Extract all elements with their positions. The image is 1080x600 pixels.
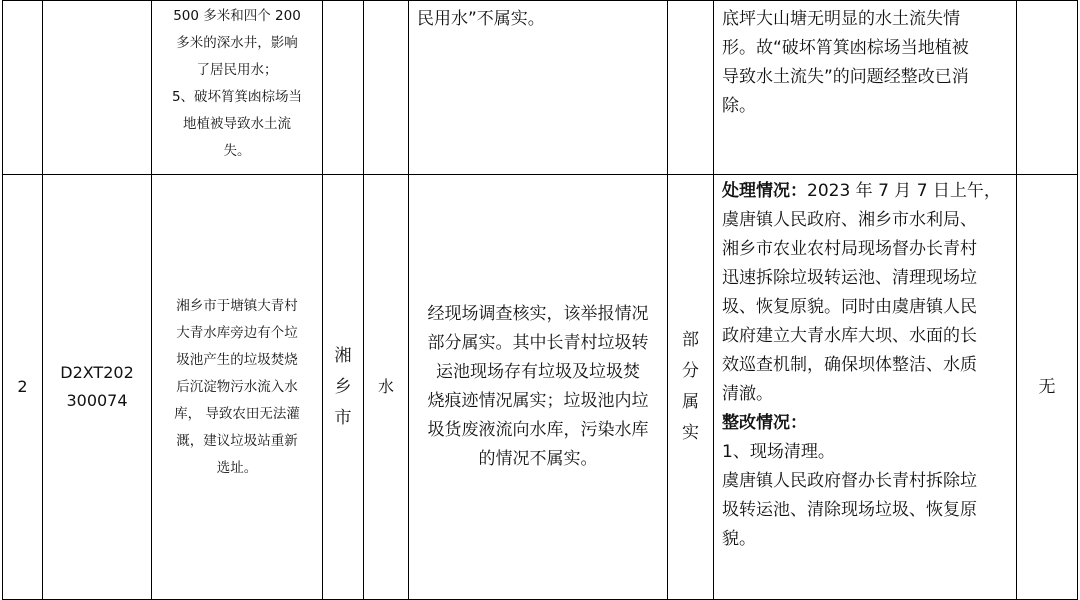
- complaint-line: 溉，建议垃圾站重新: [176, 432, 298, 449]
- complaint-line: 了居民用水；: [196, 62, 278, 78]
- code-line: 300074: [66, 391, 128, 410]
- handling-line: 迅速拆除垃圾转运池、清理现场垃: [722, 268, 977, 288]
- cell-type: [364, 175, 409, 600]
- cell-city: [323, 175, 364, 600]
- complaint-line: 500 多米和四个 200: [173, 8, 301, 24]
- handling-line: 底坪大山塘无明显的水土流失情: [722, 9, 960, 29]
- complaint-line: 库， 导致农田无法灌: [174, 405, 300, 422]
- rectification-line: 虞唐镇人民政府督办长青村拆除垃: [722, 471, 977, 491]
- handling-line: 虞唐镇人民政府、湘乡市水利局、: [722, 210, 977, 230]
- handling-line: 导致水土流失”的问题经整改已消: [722, 67, 969, 87]
- complaint-line: 选址。: [216, 459, 258, 476]
- rectification-line: 圾转运池、清除现场垃圾、恢复原: [722, 500, 977, 520]
- table-row: [3, 175, 1078, 600]
- verification-line: 部分属实。其中长青村垃圾转: [427, 333, 649, 353]
- complaint-line: 湘乡市于塘镇大青村: [176, 297, 298, 314]
- verification-line: 经现场调查核实，该举报情况: [427, 304, 649, 324]
- table-row-continued: [3, 1, 1078, 175]
- handling-line: 政府建立大青水库大坝、水面的长: [722, 326, 977, 346]
- cell-responsibility: [1017, 175, 1078, 600]
- verdict-char: 分: [682, 361, 699, 381]
- cell-verdict: [668, 1, 714, 175]
- cell-handling: [714, 1, 1017, 175]
- rectification-line: 貌。: [722, 529, 756, 549]
- handling-first-line: [722, 177, 1008, 206]
- complaint-line: 失。: [223, 143, 251, 159]
- cell-verification: [409, 175, 668, 600]
- verdict-char: 实: [682, 423, 699, 443]
- city-char: 市: [334, 407, 352, 428]
- responsibility-value: 无: [1038, 376, 1056, 397]
- cell-type: [364, 1, 409, 175]
- handling-line: 湘乡市农业农村局现场督办长青村: [722, 239, 977, 259]
- cell-handling: [714, 175, 1017, 600]
- cell-code: [43, 175, 152, 600]
- cell-complaint: [152, 1, 323, 175]
- cell-complaint: [152, 175, 323, 600]
- rectification-line: 1、现场清理。: [722, 442, 835, 462]
- row-index: 2: [17, 377, 28, 396]
- city-char: 湘: [334, 345, 352, 366]
- complaint-line: 5、破坏筲箕凼棕场当: [171, 89, 303, 105]
- handling-line: 效巡查机制，确保坝体整洁、水质: [722, 355, 977, 375]
- handling-line: 除。: [722, 96, 756, 116]
- handling-line: 圾、恢复原貌。同时由虞唐镇人民: [722, 297, 977, 317]
- complaint-line: 大青水库旁边有个垃: [176, 324, 298, 341]
- verification-line: 烧痕迹情况属实；垃圾池内垃: [427, 391, 649, 411]
- complaint-line: 地植被导致水土流: [183, 116, 291, 132]
- rectification-label: 整改情况：: [722, 413, 807, 433]
- cell-index: [3, 1, 43, 175]
- verdict-char: 属: [682, 392, 699, 412]
- cell-index: [3, 175, 43, 600]
- city-char: 乡: [334, 376, 352, 397]
- verification-line: 圾货废液流向水库，污染水库: [427, 420, 649, 440]
- handling-line: 形。故“破坏筲箕凼棕场当地植被: [722, 38, 969, 58]
- verification-table: [2, 0, 1078, 600]
- complaint-line: 多米的深水井，影响: [176, 35, 298, 51]
- complaint-line: 后沉淀物污水流入水: [176, 378, 298, 395]
- code-line: D2XT202: [60, 363, 134, 382]
- cell-code: [43, 1, 152, 175]
- cell-verdict: [668, 175, 714, 600]
- handling-date: 2023 年 7 月 7 日上午，: [807, 181, 1001, 201]
- handling-label: 处理情况：: [722, 181, 807, 201]
- verdict-char: 部: [682, 330, 699, 350]
- handling-line: 清澈。: [722, 384, 773, 404]
- cell-verification: [409, 1, 668, 175]
- cell-city: [323, 1, 364, 175]
- verification-line: 的情况不属实。: [478, 449, 598, 469]
- complaint-line: 圾池产生的垃圾焚烧: [176, 351, 298, 368]
- cell-responsibility: [1017, 1, 1078, 175]
- pollution-type: 水: [377, 377, 394, 396]
- verification-line: 运池现场存有垃圾及垃圾焚: [436, 362, 640, 382]
- verification-line: 民用水”不属实。: [417, 9, 545, 29]
